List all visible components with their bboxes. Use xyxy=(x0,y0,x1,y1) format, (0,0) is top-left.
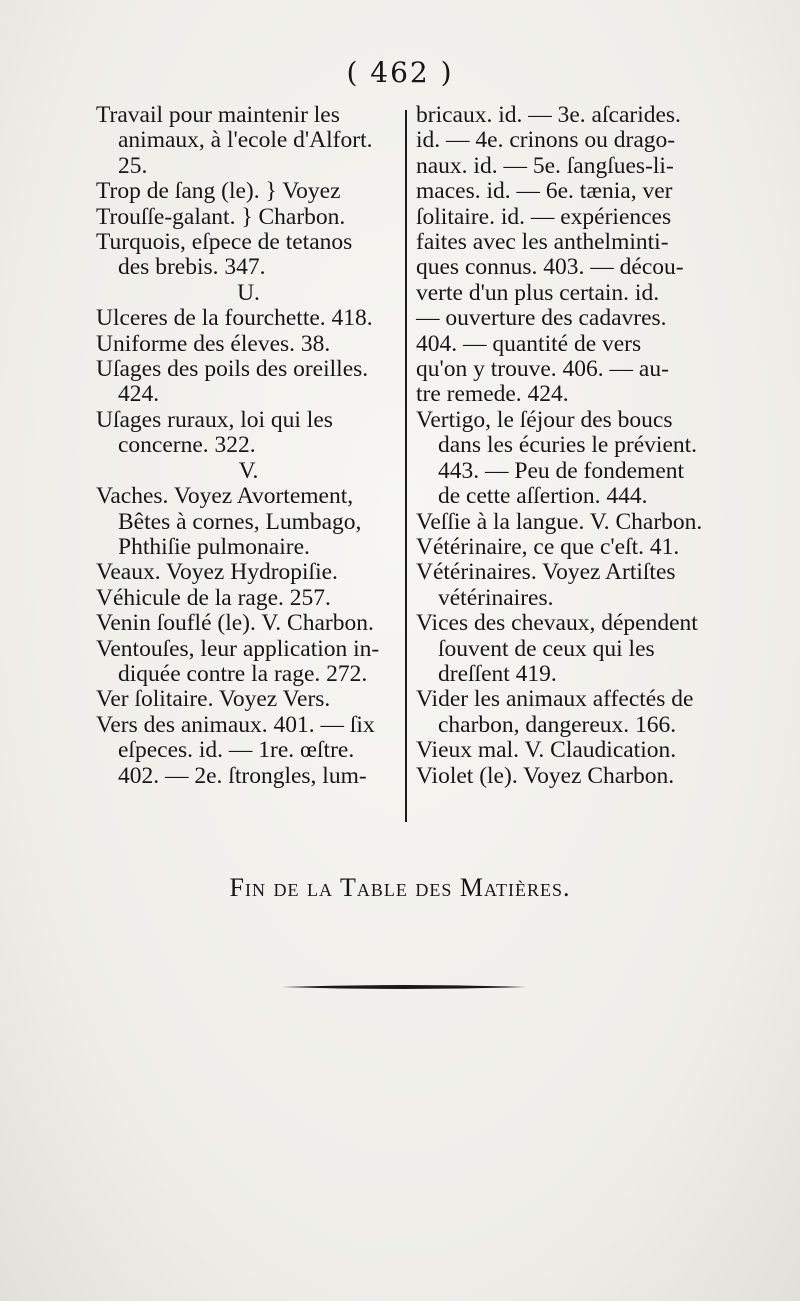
index-entry xyxy=(96,179,401,204)
index-entry xyxy=(96,484,401,560)
index-entry xyxy=(96,230,401,281)
entry-line: de cette aſſertion. 444. xyxy=(438,483,648,510)
entry-line: naux. id. — 5e. ſangſues-li- xyxy=(416,152,674,179)
entry-line: 443. — Peu de fondement xyxy=(438,457,685,484)
page-number: ( 462 ) xyxy=(346,56,454,89)
entry-line: concerne. 322. xyxy=(118,432,256,459)
entry-line: 25. xyxy=(118,152,148,179)
index-entry xyxy=(96,637,401,688)
entry-line: Uniforme des éleves. 38. xyxy=(96,330,331,357)
entry-line: charbon, dangereux. 166. xyxy=(438,711,677,738)
column-divider xyxy=(405,110,407,822)
entry-line: Vices des chevaux, dépendent xyxy=(416,610,698,637)
entry-line: faites avec les anthelminti- xyxy=(416,229,669,256)
entry-line: verte d'un plus certain. id. xyxy=(416,279,660,306)
entry-line: — ouverture des cadavres. xyxy=(416,305,667,332)
entry-line: maces. id. — 6e. tænia, ver xyxy=(416,178,673,205)
entry-line: Ver ſolitaire. Voyez Vers. xyxy=(96,686,331,713)
ornament-rule xyxy=(282,984,526,990)
entry-line: Vider les animaux affectés de xyxy=(416,686,694,713)
index-entry xyxy=(416,510,716,535)
index-entry xyxy=(96,103,401,179)
index-entry xyxy=(96,713,401,789)
entry-line: diquée contre la rage. 272. xyxy=(118,660,368,687)
entry-line: Veſſie à la langue. V. Charbon. xyxy=(416,508,703,535)
entry-line: 402. — 2e. ſtrongles, lum- xyxy=(118,762,367,789)
index-entry xyxy=(96,586,401,611)
entry-line: bricaux. id. — 3e. aſcarides. xyxy=(416,102,681,128)
entry-line: Phthiſie pulmonaire. xyxy=(118,533,310,560)
entry-line: Vertigo, le ſéjour des boucs xyxy=(416,406,673,433)
entry-line: Veaux. Voyez Hydropiſie. xyxy=(96,559,338,586)
index-entry xyxy=(96,687,401,712)
index-column-left xyxy=(96,103,401,789)
entry-line: ſolitaire. id. — expériences xyxy=(416,203,672,230)
index-entry xyxy=(96,205,401,230)
section-letter: U. xyxy=(237,279,260,306)
entry-line: Vers des animaux. 401. — ſix xyxy=(96,711,375,738)
end-of-table-heading: Fin de la Table des Matières. xyxy=(229,873,571,902)
entry-line: Turquois, eſpece de tetanos xyxy=(96,229,353,256)
index-entry xyxy=(416,611,716,687)
index-entry xyxy=(96,611,401,636)
index-entry xyxy=(96,306,401,331)
entry-line: Trop de ſang (le). } Voyez xyxy=(96,178,341,205)
index-entry xyxy=(96,560,401,585)
index-entry xyxy=(416,738,716,763)
entry-line: Travail pour maintenir les xyxy=(96,102,340,128)
entry-line: des brebis. 347. xyxy=(118,254,266,281)
index-entry xyxy=(416,535,716,560)
entry-line: id. — 4e. crinons ou drago- xyxy=(416,127,676,154)
entry-line: Vaches. Voyez Avortement, xyxy=(96,483,354,510)
entry-line: Violet (le). Voyez Charbon. xyxy=(416,762,675,789)
index-entry xyxy=(96,357,401,408)
index-entry xyxy=(416,687,716,738)
entry-line: Véhicule de la rage. 257. xyxy=(96,584,331,611)
entry-line: eſpeces. id. — 1re. œſtre. xyxy=(118,737,355,764)
index-entry xyxy=(416,560,716,611)
entry-line: Ventouſes, leur application in- xyxy=(96,635,380,662)
entry-line: 424. xyxy=(118,381,160,408)
entry-line: tre remede. 424. xyxy=(416,381,569,408)
entry-line: Bêtes à cornes, Lumbago, xyxy=(118,508,362,535)
entry-line: Ulceres de la fourchette. 418. xyxy=(96,305,373,332)
index-entry xyxy=(96,332,401,357)
entry-line: Vétérinaire, ce que c'eſt. 41. xyxy=(416,533,680,560)
index-entry xyxy=(416,408,716,510)
entry-line: Trouſſe-galant. } Charbon. xyxy=(96,203,346,230)
entry-line: 404. — quantité de vers xyxy=(416,330,642,357)
section-letter: V. xyxy=(238,457,259,484)
entry-line: dans les écuries le prévient. xyxy=(438,432,698,459)
entry-line: Vieux mal. V. Claudication. xyxy=(416,737,677,764)
entry-line: Uſages ruraux, loi qui les xyxy=(96,406,333,433)
entry-line: dreſſent 419. xyxy=(438,660,557,687)
entry-line: ſouvent de ceux qui les xyxy=(438,635,655,662)
index-entry xyxy=(96,408,401,459)
entry-line: Uſages des poils des oreilles. xyxy=(96,356,369,383)
entry-line: Venin ſouflé (le). V. Charbon. xyxy=(96,610,374,637)
entry-line: vétérinaires. xyxy=(438,584,554,611)
entry-line: qu'on y trouve. 406. — au- xyxy=(416,356,669,383)
entry-line: ques connus. 403. — décou- xyxy=(416,254,684,281)
entry-line: Vétérinaires. Voyez Artiſtes xyxy=(416,559,676,586)
index-column-right xyxy=(416,103,716,789)
index-entry xyxy=(416,764,716,789)
entry-line: animaux, à l'ecole d'Alfort. xyxy=(118,127,373,154)
index-entry-continuation xyxy=(416,103,716,408)
